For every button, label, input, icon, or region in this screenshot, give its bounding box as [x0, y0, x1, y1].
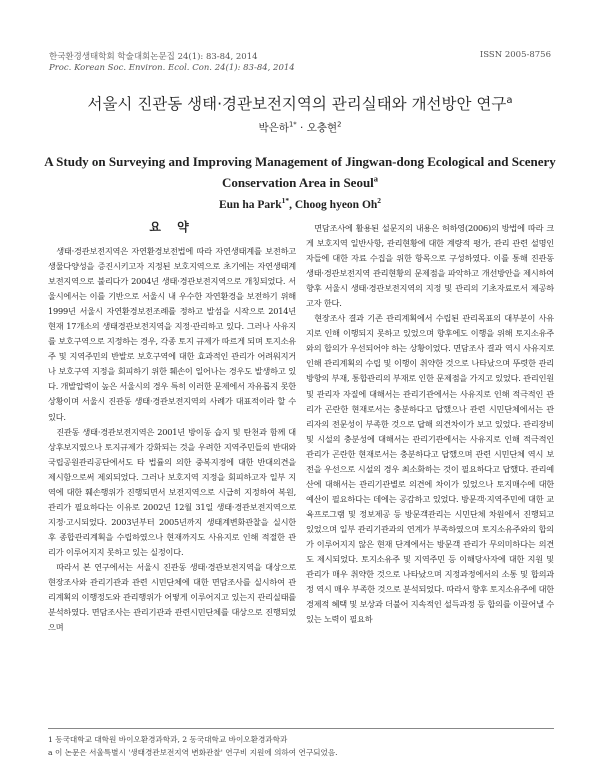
footnote-divider	[48, 728, 554, 729]
paragraph: 생태·경관보전지역은 자연환경보전법에 따라 자연생태계를 보전하고 생물다양성을 증진시키고자 지정된 보호지역으로 초기에는 자연생태계보전지역으로 불리다가 2004년 생태·경관보전지역으로 개칭되었다. 서울시에서는 이를 기반으로 서울시 내 우수한 자연환경을 보전하기 위해 1999년 서울시 자연환경보전조례를 정하고 발섬을 시작으로 2014년 현재 17개소의 생태경관보전지역을 지정·관리하고 있다. 그러나 사유지를 보호구역으로 지정하는 경우, 각종 토지 규제가 따르게 되며 토지소유주 및 지역주민의 반발로 보호구역에 대한 효과적인 관리가 어려워지거나 보호구역 지정을 회피하기 위한 훼손이 일어나는 경우도 발생하고 있다. 개발압력이 높은 서울시의 경우 특히 이러한 문제에서 자유롭지 못한 상황이며 서울시 진관동 생태·경관보전지역의 사례가 대표적이라 할 수 있다.	[48, 246, 296, 422]
journal-header-kr: 한국환경생태학회 학술대회논문집 24(1): 83-84, 2014	[49, 52, 258, 62]
paragraph: 면담조사에 활용된 설문지의 내용은 허하영(2006)의 방법에 따라 크게 보호지역 일반사항, 관리현황에 대한 계량적 평가, 관리 관련 설명인자들에 대한 자료 수집을 위한 항목으로 구성하였다. 이를 통해 진관동 생태·경관보전지역 관리현황의 문제점을 파악하고 개선방안을 제시하여 향후 서울시 생태·경관보전지역의 지정 및 관리의 기초자료로서 제공하고자 한다.	[306, 223, 554, 309]
right-column	[306, 221, 554, 627]
author-kr-1: 박은하	[258, 122, 289, 134]
footnote-affiliations: 1 동국대학교 대학원 바이오환경과학과, 2 동국대학교 바이오환경과학과	[48, 735, 288, 744]
author-kr-separator: ·	[296, 122, 307, 134]
author-kr-2-note: 2	[337, 120, 342, 129]
authors-english	[0, 196, 600, 211]
author-en-2-note: 2	[377, 196, 382, 206]
paragraph: 따라서 본 연구에서는 서울시 진관동 생태·경관보전지역을 대상으로 현장조사와 관리기관과 관련 시민단체에 대한 면담조사를 실시하여 관리계획의 이행정도와 관리행위가 어떻게 이루어지고 있는지 관리실태를 분석하였다. 면담조사는 관리기관과 관련시민단체를 대상으로 진행되었으며	[48, 561, 296, 633]
issn: ISSN 2005-8756	[479, 50, 551, 60]
author-en-2: Choog hyeon Oh	[294, 199, 378, 211]
title-korean-text: 서울시 진관동 생태·경관보전지역의 관리실태와 개선방안 연구	[87, 95, 507, 113]
author-en-1-note: 1*	[281, 196, 290, 206]
title-english-line1: A Study on Surveying and Improving Management of Jingwan-dong Ecological and Scenery	[44, 154, 556, 169]
journal-header-en: Proc. Korean Soc. Environ. Ecol. Con. 24(1): 83-84, 2014	[49, 63, 295, 73]
left-column	[48, 244, 296, 635]
title-english-note: a	[373, 173, 379, 184]
paragraph: 현장조사 결과 기존 관리계획에서 수립된 관리목표의 대부분이 사유지로 인해 이행되지 못하고 있었으며 향후에도 이행을 위해 토지소유주와의 합의가 우선되어야 하는 상황이었다. 면담조사 결과 역시 사유지로 인해 관리계획의 수립 및 이행이 취약한 것으로 나타났으며 뚜렷한 관리방향의 부재, 통합관리의 부재로 인한 문제점을 가지고 있었다. 관리인원 및 관리자 자질에 대해서는 관리기관에서는 사유지로 인해 적극적인 관리가 곤란한 현재로서는 충분하다고 답했으나 관련 시민단체에서는 관리자의 전문성이 부족한 것으로 답해 의견차이가 보고 있었다. 관리장비 및 시설의 충분성에 대해서는 관리기관에서는 사유지로 인해 적극적인 관리가 곤란한 현재로서는 충분하다고 답했으며 관련 시민단체 역시 보전을 우선으로 시설의 경우 최소화하는 것이 필요하다고 답했다. 관리예산에 대해서는 관리기관별로 의견에 차이가 있었으나 토지매수에 대한 예산이 필요하다는 데에는 공감하고 있었다. 방문객·지역주민에 대한 교육프로그램 및 정보제공 등 방문객관리는 시민단체 차원에서 진행되고 있었으며 일부 관리기관과의 연계가 부족하였으며 토지소유주와의 합의가 이루어지지 않은 현재 단계에서는 방문객 관리가 무의미하다는 의견도 제시되었다. 토지소유주 및 지역주민 등 이해당사자에 대한 지원 및 관리가 매우 취약한 것으로 나타났으며 지정과정에서의 소통 및 합의과정 역시 매우 부족한 것으로 분석되었다. 따라서 향후 토지소유주에 대한 경제적 혜택 및 보상과 더불어 지속적인 설득과정 등 합의를 이끌어낼 수 있는 노력이 필요하	[306, 313, 554, 625]
author-en-separator: ,	[289, 199, 295, 211]
summary-heading: 요 약	[149, 220, 195, 234]
title-korean	[0, 92, 600, 114]
authors-korean	[0, 120, 600, 135]
paragraph: 진관동 생태·경관보전지역은 2001년 방이동 습지 및 탄천과 함께 대상후보지였으나 토지규제가 강화되는 것을 우려한 지역주민들의 반대와 국립공원관리공단에서도 타 법률의 의한 중복지정에 대한 반대의견을 제시함으로써 제외되었다. 그러나 보호지역 지정을 회피하고자 일부 지역에 대한 훼손행위가 진행되면서 보전지역으로 시급히 지정하여 복원, 관리가 필요하다는 이유로 2002년 12월 31일 생태·경관보전지역으로 지정·고시되었다. 2003년부터 2005년까지 생태계변화관찰을 실시한 후 종합관리계획을 수립하였으나 현재까지도 사유지로 인해 적절한 관리가 이루어지지 못하고 있는 실정이다.	[48, 426, 296, 557]
title-korean-note: a	[506, 94, 513, 106]
title-english	[30, 151, 570, 193]
title-english-line2	[30, 172, 570, 193]
author-en-1: Eun ha Park	[218, 199, 282, 211]
footnote-funding: a 이 논문은 서울특별시 '생태경관보전지역 변화관찰' 연구비 지원에 의하여 연구되었음.	[48, 748, 338, 757]
author-kr-1-note: 1*	[288, 120, 297, 129]
title-english-line2-text: Conservation Area in Seoul	[221, 175, 374, 190]
author-kr-2: 오충현	[306, 122, 338, 134]
